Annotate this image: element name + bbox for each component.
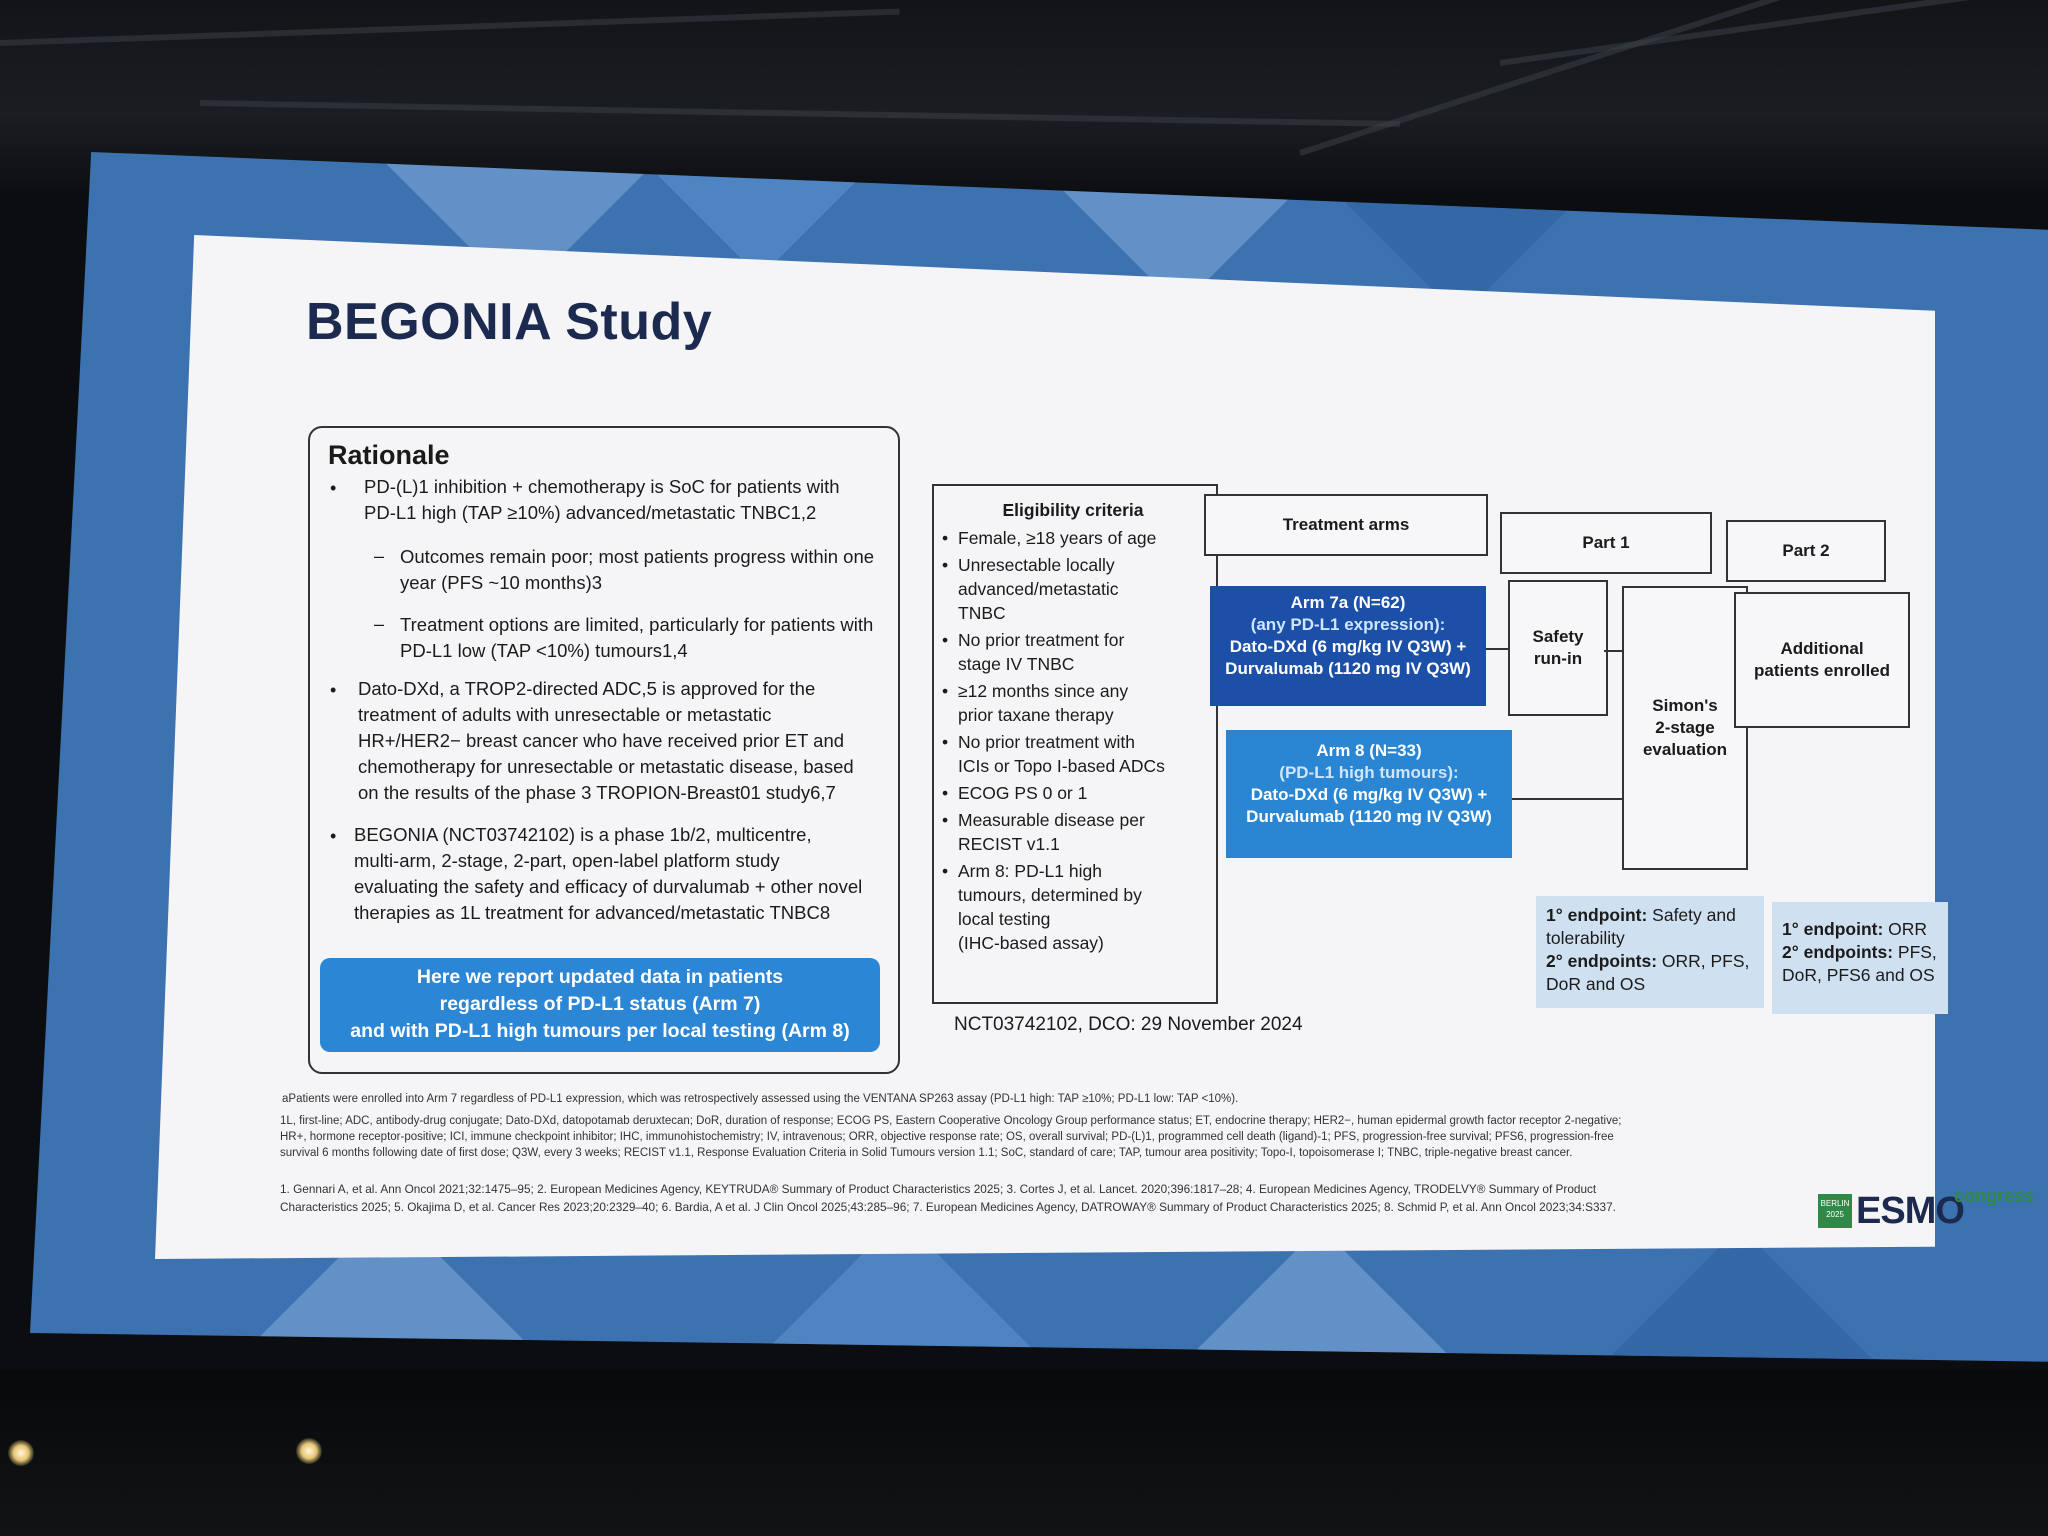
slide-title: BEGONIA Study [306,293,713,351]
arm7-title: Arm 7a (N=62) [1290,593,1406,612]
dash-marker: – [374,614,385,634]
eligibility-item: • Arm 8: PD-L1 high tumours, determined by local testing (IHC-based assay) [942,861,1142,953]
eligibility-item: • No prior treatment for stage IV TNBC [942,630,1125,674]
additional-patients-box: Additional patients enrolled [1734,592,1910,728]
footnote-references-1: 1. Gennari A, et al. Ann Oncol 2021;32:1475–95; 2. European Medicines Agency, KEYTRUDA® Summary of Product Characteristics 2025; 3. Cortes J, et al. Lancet. 2020;396:1817–28; 4. European Medicines Agency, TRODELVY® Summary of Product [280,1182,1597,1196]
arm7-regimen-2: Durvalumab (1120 mg IV Q3W) [1225,659,1471,678]
footnote-references-2: Characteristics 2025; 5. Okajima D, et al. Cancer Res 2023;20:2329–40; 6. Bardia, A et al. J Clin Oncol 2025;43:285–96; 7. European Medicines Agency, DATROWAY® Summary of Product Characteristics 2025; 8. Schmid P, et al. Ann Oncol 2023;34:S337. [280,1200,1616,1214]
footnote-abbreviations-3: survival 6 months following date of first dose; Q3W, every 3 weeks; RECIST v1.1, Response Evaluation Criteria in Solid Tumours version 1.1; SoC, standard of care; TAP, tumour area positivity; Topo-I, topoisomerase I; TNBC, triple-negative breast cancer. [280,1147,1573,1159]
safety-runin-box: Safety run-in [1508,580,1608,716]
bullet-marker: • [942,681,949,701]
eligibility-item: • ≥12 months since any prior taxane therapy [942,681,1129,725]
trial-id-dco: NCT03742102, DCO: 29 November 2024 [954,1014,1303,1035]
footnote-abbreviations-2: HR+, hormone receptor-positive; ICI, immune checkpoint inhibitor; IHC, immunohistochemistry; IV, intravenous; ORR, objective response rate; OS, overall survival; PD-(L)1, programmed cell death (ligand)-1; PFS, progression-free survival; PFS6, progression-free [280,1131,1614,1143]
treatment-arms-header: Treatment arms [1204,494,1488,556]
bullet-marker: • [942,732,949,752]
arm8-title: Arm 8 (N=33) [1316,741,1422,760]
arm8-regimen-1: Dato-DXd (6 mg/kg IV Q3W) + [1250,785,1488,804]
dash-marker: – [374,546,385,566]
bullet-marker: • [942,810,949,830]
connector [1512,798,1622,800]
bullet-marker: • [942,630,949,650]
eligibility-list [942,526,1212,958]
bullet-marker: • [942,783,949,803]
eligibility-item: • Female, ≥18 years of age [942,528,1157,548]
bullet-marker: • [330,680,337,700]
part2-header: Part 2 [1726,520,1886,582]
arm7-population: (any PD-L1 expression): [1250,615,1446,634]
connector [1486,648,1508,650]
rationale-subbullet-2: Treatment options are limited, particularly for patients with PD-L1 low (TAP <10%) tumours1,4 [400,614,874,661]
rationale-heading: Rationale [328,440,450,470]
stage-light [8,1440,34,1466]
eligibility-item: • Measurable disease per RECIST v1.1 [942,810,1145,854]
arm7-regimen-1: Dato-DXd (6 mg/kg IV Q3W) + [1229,637,1467,656]
rationale-bullet-2: Dato-DXd, a TROP2-directed ADC,5 is approved for the treatment of adults with unresectable or metastatic HR+/HER2− breast cancer who have received prior ET and chemotherapy for unresectable or metastatic disease, based on the results of the phase 3 TROPION-Breast01 study6,7 [358,678,854,803]
part2-endpoints: 1° endpoint: ORR 2° endpoints: PFS, DoR, PFS6 and OS [1772,902,1948,1014]
stage-light [296,1438,322,1464]
esmo-wordmark: ESMO [1856,1190,1964,1232]
footnote-arm7: aPatients were enrolled into Arm 7 regardless of PD-L1 expression, which was retrospectively assessed using the VENTANA SP263 assay (PD-L1 high: TAP ≥10%; PD-L1 low: TAP <10%). [282,1093,1239,1105]
eligibility-item: • ECOG PS 0 or 1 [942,783,1088,803]
arm8-box [1226,730,1512,858]
berlin-badge: BERLIN 2025 [1818,1194,1852,1228]
rationale-bullet-3: BEGONIA (NCT03742102) is a phase 1b/2, multicentre, multi-arm, 2-stage, 2-part, open-label platform study evaluating the safety and efficacy of durvalumab + other novel therapies as 1L treatment for advanced/metastatic TNBC8 [354,824,863,923]
rationale-subbullet-1: Outcomes remain poor; most patients progress within one year (PFS ~10 months)3 [400,546,875,593]
bullet-marker: • [942,861,949,881]
eligibility-heading: Eligibility criteria [1002,500,1144,520]
part1-header: Part 1 [1500,512,1712,574]
arm8-population: (PD-L1 high tumours): [1279,763,1459,782]
connector [1604,650,1622,652]
footnote-abbreviations-1: 1L, first-line; ADC, antibody-drug conjugate; Dato-DXd, datopotamab deruxtecan; DoR, duration of response; ECOG PS, Eastern Cooperative Oncology Group performance status; ET, endocrine therapy; HER2−, human epidermal growth factor receptor 2-negative; [280,1115,1622,1127]
bullet-marker: • [942,528,949,548]
bullet-marker: • [942,555,949,575]
rationale-bullet-1: PD-(L)1 inhibition + chemotherapy is SoC for patients with PD-L1 high (TAP ≥10%) advanced/metastatic TNBC1,2 [364,476,840,523]
bullet-marker: • [330,478,337,498]
arm8-regimen-2: Durvalumab (1120 mg IV Q3W) [1246,807,1492,826]
arm7-box [1210,586,1486,706]
bullet-marker: • [330,826,337,846]
key-message-callout: Here we report updated data in patients regardless of PD-L1 status (Arm 7) and with PD-L1 high tumours per local testing (Arm 8) [320,958,880,1052]
congress-wordmark: congress [1954,1186,2035,1206]
eligibility-item: • Unresectable locally advanced/metastatic TNBC [942,555,1119,623]
simons-evaluation-box: Simon's 2-stage evaluation [1622,586,1748,870]
part1-endpoints: 1° endpoint: Safety and tolerability 2° endpoints: ORR, PFS, DoR and OS [1536,896,1764,1008]
eligibility-item: • No prior treatment with ICIs or Topo I-based ADCs [942,732,1165,776]
